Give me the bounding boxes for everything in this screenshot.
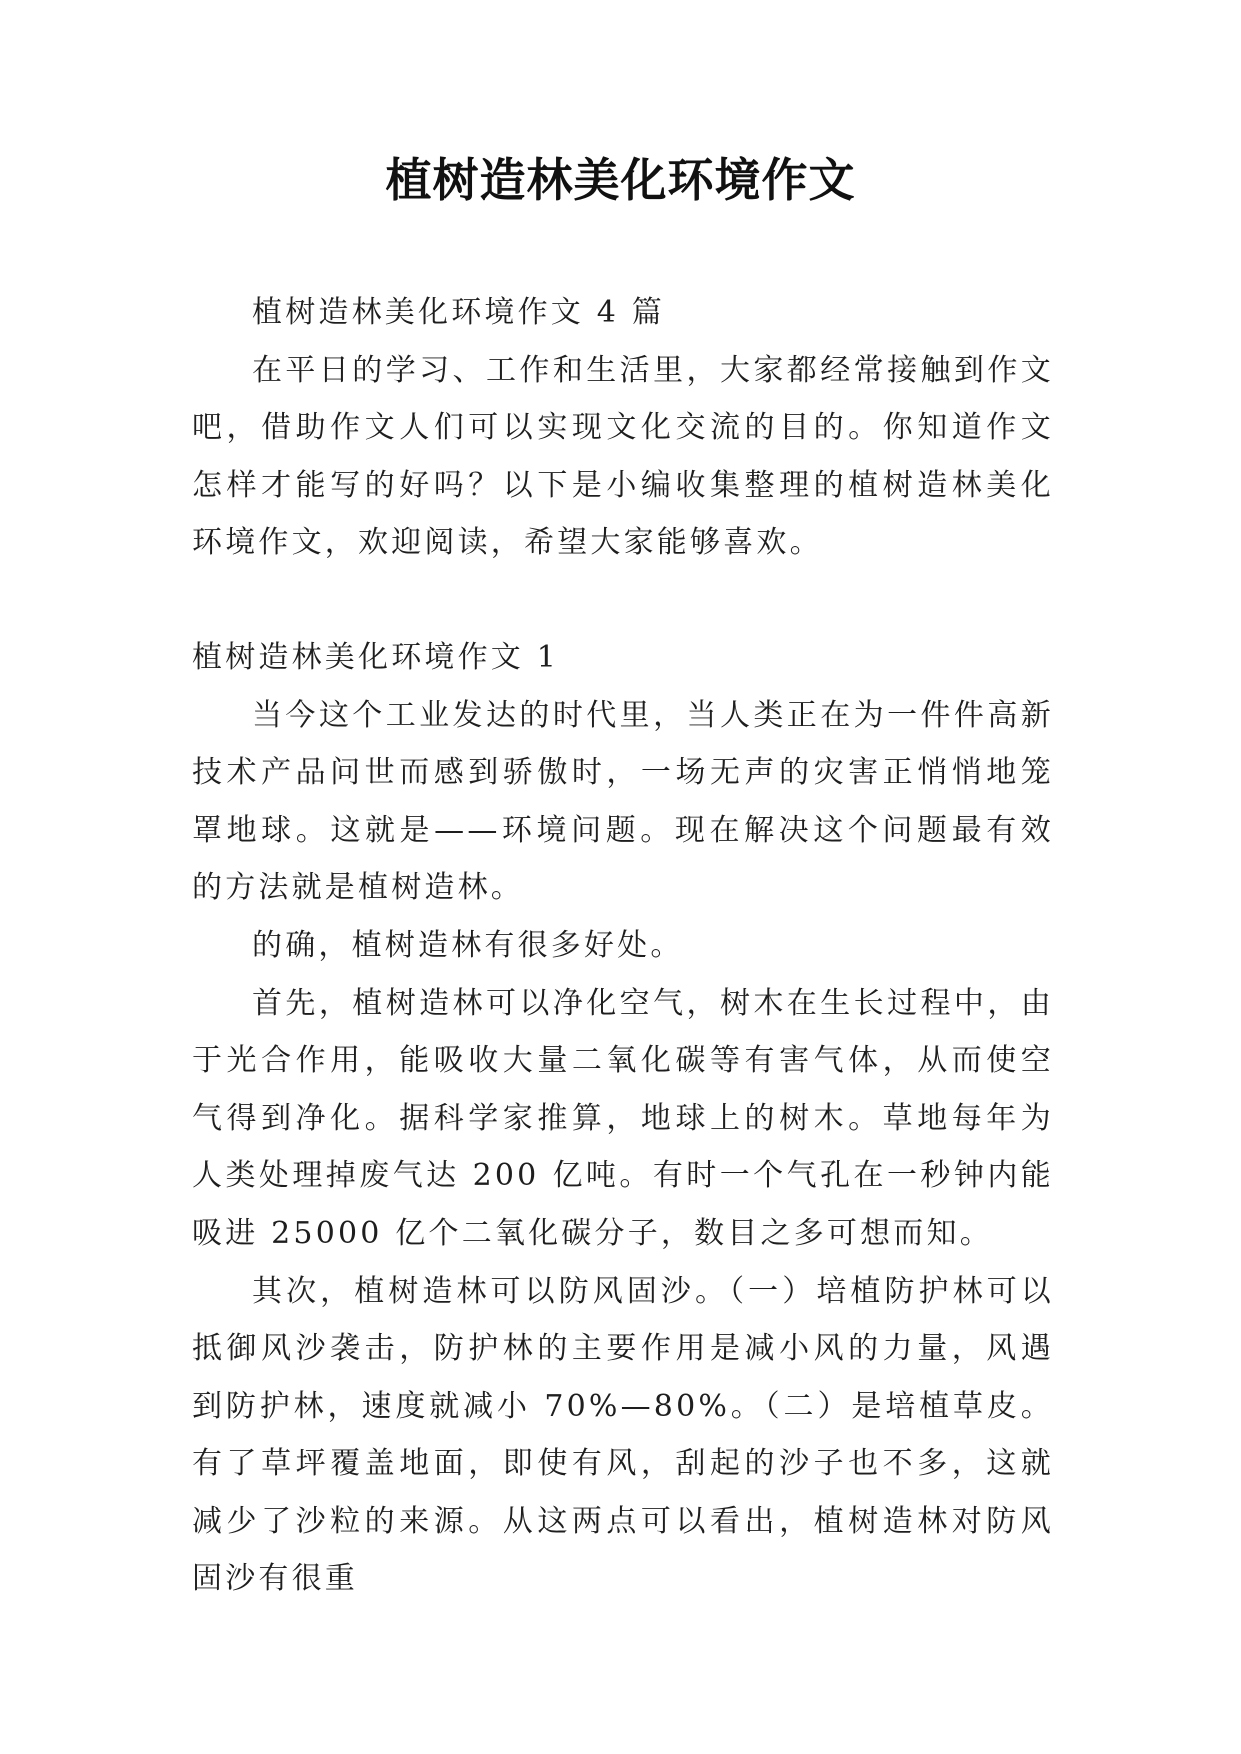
document-subtitle: 植树造林美化环境作文 4 篇 [252,295,665,330]
intro-paragraph: 在平日的学习、工作和生活里，大家都经常接触到作文吧，借助作文人们可以实现文化交流的目的。你知道作文怎样才能写的好吗？以下是小编收集整理的植树造林美化环境作文，欢迎阅读，希望大家能够喜欢。 [192,352,1054,561]
section-heading: 植树造林美化环境作文 1 [192,639,560,675]
document-body [192,284,1054,1608]
body-paragraph: 其次，植树造林可以防风固沙。（一）培植防护林可以抵御风沙袭击，防护林的主要作用是减小风的力量，风遇到防护林，速度就减小 70%—80%。（二）是培植草皮。有了草坪覆盖地面，即使有风，刮起的沙子也不多，这就减少了沙粒的来源。从这两点可以看出，植树造林对防风固沙有很重 [192,1273,1054,1597]
document-title: 植树造林美化环境作文 [385,153,856,207]
body-paragraph: 当今这个工业发达的时代里，当人类正在为一件件高新技术产品问世而感到骄傲时，一场无声的灾害正悄悄地笼罩地球。这就是——环境问题。现在解决这个问题最有效的方法就是植树造林。 [192,697,1054,906]
body-paragraph: 首先，植树造林可以净化空气，树木在生长过程中，由于光合作用，能吸收大量二氧化碳等有害气体，从而使空气得到净化。据科学家推算，地球上的树木。草地每年为人类处理掉废气达 200 亿吨。有时一个气孔在一秒钟内能吸进 25000 亿个二氧化碳分子，数目之多可想而知。 [192,985,1054,1251]
body-paragraph: 的确，植树造林有很多好处。 [252,927,684,963]
